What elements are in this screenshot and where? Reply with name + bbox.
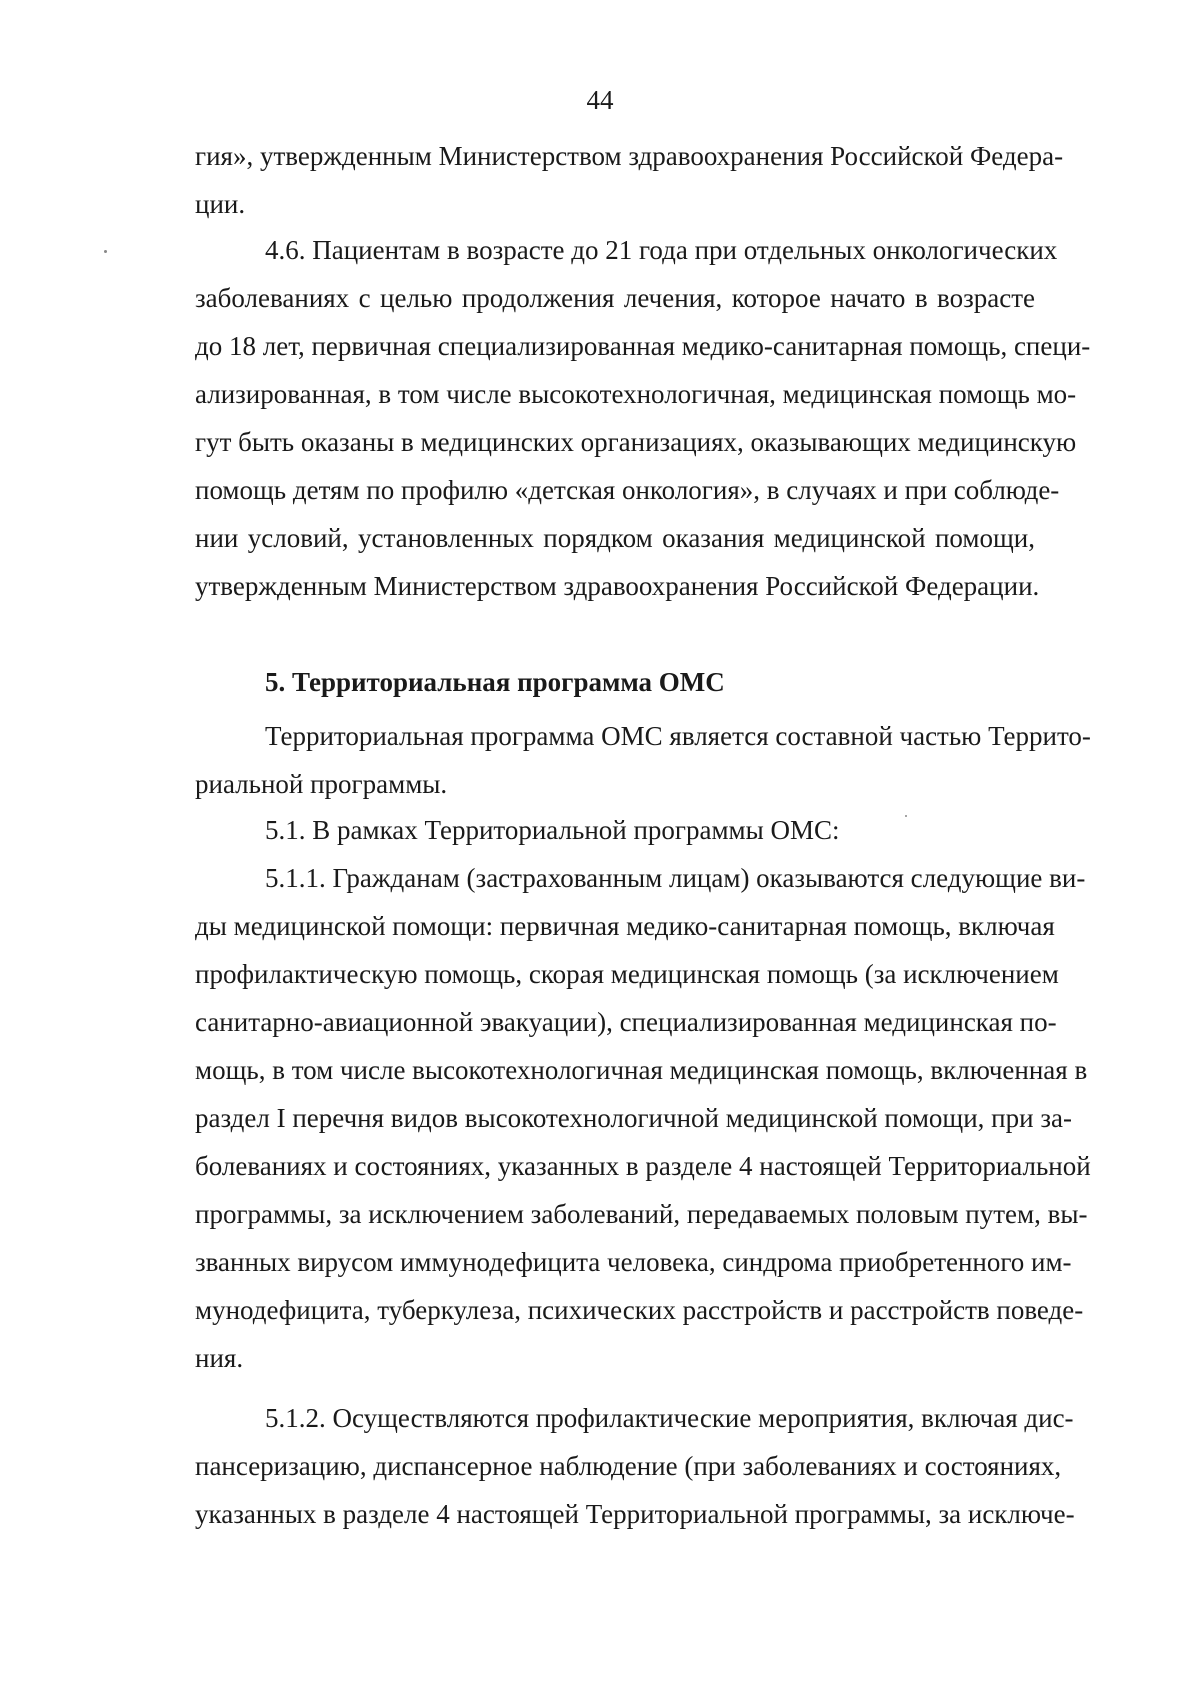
paragraph-5-1 [195, 806, 1035, 854]
text-line: 5.1. В рамках Территориальной программы ОМС: [265, 815, 840, 845]
section-heading: 5. Территориальная программа ОМС [265, 667, 725, 697]
text-line: ния. [195, 1343, 244, 1373]
text-line: раздел I перечня видов высокотехнологичной медицинской помощи, при за- [195, 1103, 1072, 1133]
text-line: Территориальная программа ОМС является составной частью Террито- [265, 721, 1091, 751]
text-line: нии условий, установленных порядком оказания медицинской помощи, [195, 523, 1035, 553]
text-line: санитарно-авиационной эвакуации), специализированная медицинская по- [195, 1007, 1057, 1037]
text-line: 4.6. Пациентам в возрасте до 21 года при отдельных онкологических [265, 235, 1058, 265]
paragraph-5-1-1 [195, 854, 1091, 1382]
text-line: риальной программы. [195, 769, 448, 799]
text-line: болеваниях и состояниях, указанных в разделе 4 настоящей Территориальной [195, 1151, 1091, 1181]
text-line: ды медицинской помощи: первичная медико-санитарная помощь, включая [195, 911, 1055, 941]
text-line: мощь, в том числе высокотехнологичная медицинская помощь, включенная в [195, 1055, 1088, 1085]
paragraph-4-6 [195, 226, 1091, 610]
text-line: пансеризацию, диспансерное наблюдение (при заболеваниях и состояниях, [195, 1451, 1062, 1481]
text-line: гия», утвержденным Министерством здравоохранения Российской Федера- [195, 141, 1064, 171]
paragraph-5-1-2 [195, 1394, 1075, 1538]
text-line: заболеваниях с целью продолжения лечения, которое начато в возрасте [195, 283, 1035, 313]
text-line: программы, за исключением заболеваний, передаваемых половым путем, вы- [195, 1199, 1088, 1229]
text-line: званных вирусом иммунодефицита человека, синдрома приобретенного им- [195, 1247, 1072, 1277]
scan-speck [104, 250, 107, 253]
text-line: 5.1.1. Гражданам (застрахованным лицам) оказываются следующие ви- [265, 863, 1086, 893]
paragraph-intro [195, 132, 1064, 228]
text-line: помощь детям по профилю «детская онкология», в случаях и при соблюде- [195, 475, 1060, 505]
text-line: ализированная, в том числе высокотехнологичная, медицинская помощь мо- [195, 379, 1077, 409]
page-number: 44 [586, 85, 614, 115]
text-line: указанных в разделе 4 настоящей Территориальной программы, за исключе- [195, 1499, 1075, 1529]
text-line: профилактическую помощь, скорая медицинская помощь (за исключением [195, 959, 1059, 989]
scan-speck [905, 815, 907, 817]
text-line: до 18 лет, первичная специализированная медико-санитарная помощь, специ- [195, 331, 1091, 361]
text-line: 5.1.2. Осуществляются профилактические мероприятия, включая дис- [265, 1403, 1074, 1433]
text-line: гут быть оказаны в медицинских организациях, оказывающих медицинскую [195, 427, 1077, 457]
text-line: мунодефицита, туберкулеза, психических расстройств и расстройств поведе- [195, 1295, 1084, 1325]
text-line: утвержденным Министерством здравоохранения Российской Федерации. [195, 571, 1040, 601]
paragraph-5-intro [195, 712, 1091, 808]
text-line: ции. [195, 189, 246, 219]
